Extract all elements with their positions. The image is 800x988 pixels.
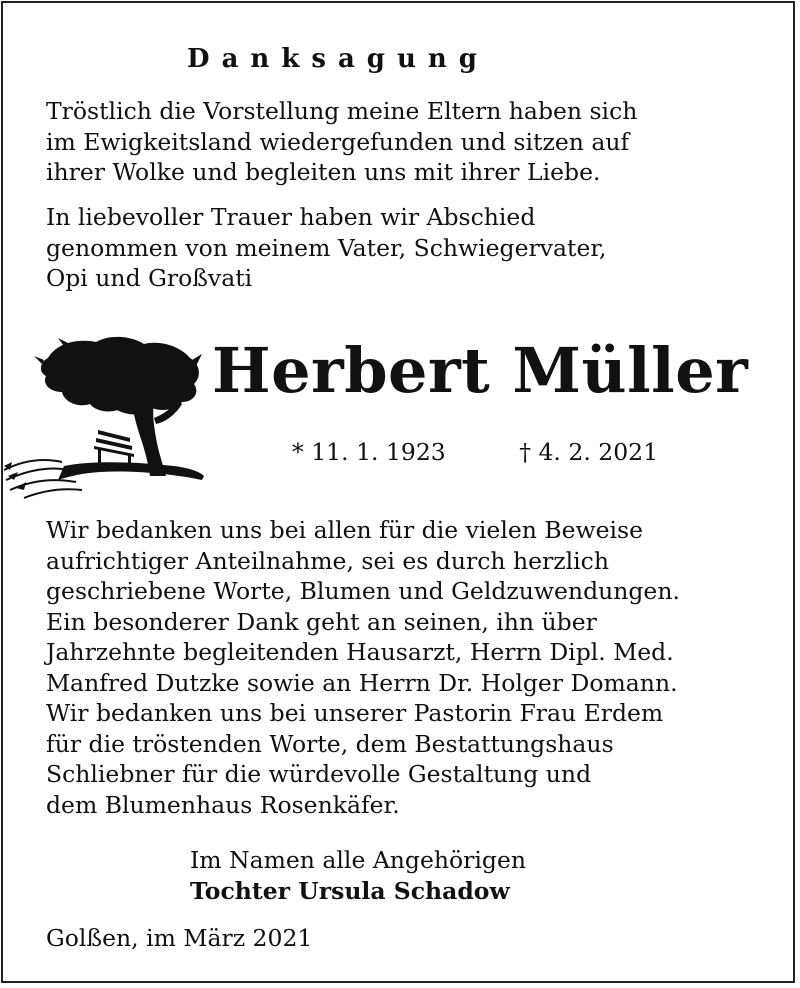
farewell-paragraph [46,202,607,294]
intro-paragraph [46,96,637,188]
tree-with-bench-icon [4,330,206,500]
intro-line: ihrer Wolke und begleiten uns mit ihrer Liebe. [46,158,601,186]
farewell-line: Opi und Großvati [46,264,253,292]
thanks-line: Jahrzehnte begleitenden Hausarzt, Herrn Dipl. Med. [46,638,674,666]
thanks-line: für die tröstenden Worte, dem Bestattungshaus [46,729,614,758]
thanks-paragraph [46,515,680,820]
thanks-line: Manfred Dutzke sowie an Herrn Dr. Holger Domann. [46,668,678,697]
thanks-line: dem Blumenhaus Rosenkäfer. [46,790,400,819]
thanks-line: Wir bedanken uns bei allen für die vielen Beweise [46,516,644,544]
birth-date: * 11. 1. 1923 [292,438,446,466]
thanks-line: geschriebene Worte, Blumen und Geldzuwendungen. [46,577,680,605]
thanks-line: aufrichtiger Anteilnahme, sei es durch herzlich [46,546,609,575]
life-dates [292,438,658,466]
thanks-line: Ein besonderer Dank geht an seinen, ihn über [46,607,597,636]
farewell-line: genommen von meinem Vater, Schwiegervater, [46,233,607,262]
death-date: † 4. 2. 2021 [519,438,659,466]
thanks-line: Schliebner für die würdevolle Gestaltung und [46,760,592,788]
deceased-name: Herbert Müller [212,334,749,407]
intro-line: Tröstlich die Vorstellung meine Eltern haben sich [46,97,638,125]
notice-title: Danksagung [187,44,489,74]
thanks-line: Wir bedanken uns bei unserer Pastorin Frau Erdem [46,699,664,727]
signature-intro: Im Namen alle Angehörigen [190,846,526,874]
signature-name: Tochter Ursula Schadow [190,876,510,905]
farewell-line: In liebevoller Trauer haben wir Abschied [46,203,536,231]
place-date: Golßen, im März 2021 [46,924,313,952]
signature-block [190,845,526,906]
intro-line: im Ewigkeitsland wiedergefunden und sitzen auf [46,127,630,156]
